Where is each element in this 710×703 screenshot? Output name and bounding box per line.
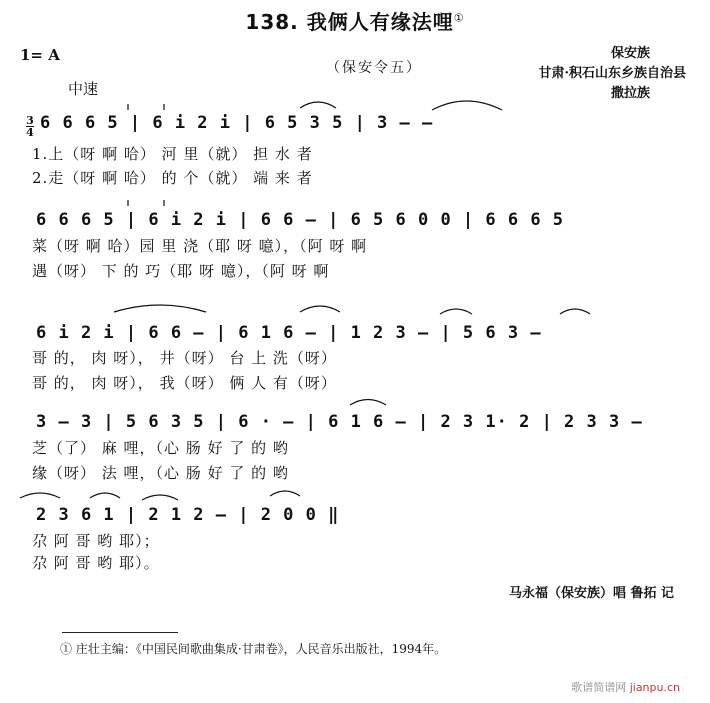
key-signature: 1= A: [20, 46, 60, 64]
slur-mark: [432, 101, 502, 110]
system-3-notes: 6 i 2 i | 6 6 — | 6 1 6 — | 1 2 3 — | 5 6 3 —: [36, 323, 542, 343]
system-2-notes: 6 6 6 5 | 6 i 2 i | 6 6 — | 6 5 6 0 0 | 6 6 6 5: [36, 210, 565, 230]
system-4-notes: 3 — 3 | 5 6 3 5 | 6 · — | 6 1 6 — | 2 3 1· 2 | 2 3 3 —: [36, 412, 643, 432]
slur-mark: [20, 493, 60, 498]
system-4-lyrics-1: 芝（了） 麻 哩，（心 肠 好 了 的 哟: [32, 439, 289, 457]
system-3-lyrics-1: 哥 的， 肉 呀）， 井（呀） 台 上 洗（呀）: [32, 349, 337, 367]
origin-line-3: 撒拉族: [610, 86, 650, 101]
system-5-lyrics-2: 尕 阿 哥 哟 耶）。: [32, 554, 160, 572]
system-3-lyrics-2: 哥 的， 肉 呀）， 我（呀） 俩 人 有（呀）: [32, 374, 337, 392]
slur-mark: [142, 495, 178, 500]
slur-mark: [560, 309, 590, 314]
slur-mark: [350, 400, 386, 406]
system-1-notes: 6 6 6 5 | 6 i 2 i | 6 5 3 5 | 3 — —: [40, 113, 434, 133]
slur-mark: [114, 305, 206, 312]
system-5-lyrics-1: 尕 阿 哥 哟 耶）；: [32, 532, 160, 550]
tempo-marking: 中速: [68, 80, 99, 98]
footnote-text: ① 庄壮主编：《中国民间歌曲集成·甘肃卷》，人民音乐出版社，1994年。: [60, 642, 447, 656]
origin-line-1: 保安族: [610, 46, 650, 61]
slur-mark: [300, 306, 340, 312]
time-signature: 3 4: [26, 114, 34, 139]
slur-mark: [270, 491, 300, 496]
song-subtitle: （保安令五）: [326, 60, 422, 76]
footnote-marker: ①: [453, 11, 465, 25]
footnote-rule: [62, 632, 178, 633]
origin-line-2: 甘肃·积石山东乡族自治县: [538, 66, 686, 81]
system-1-lyrics-2: 2.走（呀 啊 哈） 的 个（就） 端 来 者: [32, 169, 313, 187]
system-2-lyrics-2: 遇（呀） 下 的 巧（耶 呀 噫），（阿 呀 啊: [32, 262, 330, 280]
system-1-lyrics-1: 1.上（呀 啊 哈） 河 里（就） 担 水 者: [32, 145, 313, 163]
performer-credit: 马永福（保安族）唱 鲁拓 记: [508, 586, 674, 601]
slur-mark: [440, 309, 472, 314]
song-title: 138. 我俩人有缘法哩①: [245, 10, 465, 34]
system-5-notes: 2 3 6 1 | 2 1 2 — | 2 0 0 ‖: [36, 505, 340, 525]
system-4-lyrics-2: 缘（呀） 法 哩，（心 肠 好 了 的 哟: [32, 464, 289, 482]
slur-mark: [300, 102, 336, 108]
system-2-lyrics-1: 菜（呀 啊 哈）园 里 浇（耶 呀 噫），（阿 呀 啊: [32, 237, 368, 255]
slur-mark: [90, 493, 120, 498]
watermark: 歌谱简谱网 jianpu.cn: [571, 681, 680, 694]
